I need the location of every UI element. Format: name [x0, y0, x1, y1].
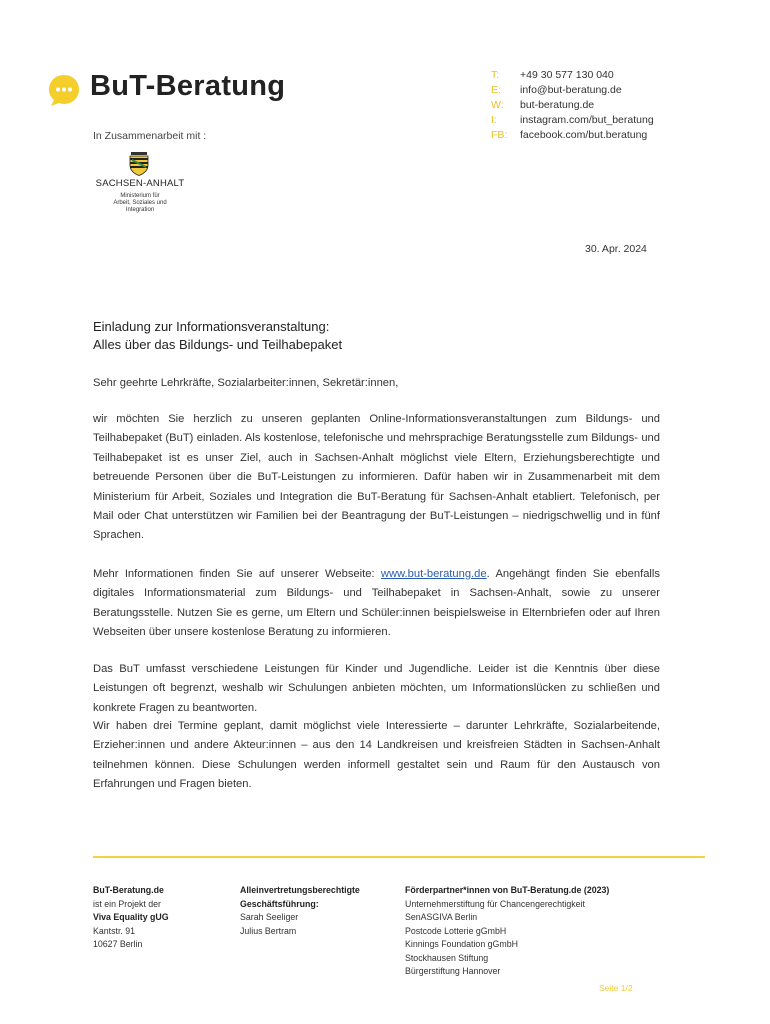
subject-line-2: Alles über das Bildungs- und Teilhabepaket [93, 337, 343, 352]
list-item: Kinnings Foundation gGmbH [405, 939, 518, 949]
letter-subject [93, 318, 342, 354]
list-item: Postcode Lotterie gGmbH [405, 925, 507, 936]
paragraph-intro: wir möchten Sie herzlich zu unseren geplanten Online-Informationsveranstaltungen zum Bildungs- und Teilhabepaket (BuT) einladen. Als kostenlose, telefonische und mehrsprachige Beratungsstelle zum Bildungs- und Teilhabepaket ist es unser Ziel, auch in Sachsen-Anhalt möglichst viele Eltern, Erziehungsberechtigte und betreuende Personen über die BuT-Leistungen zu informieren. Dafür haben wir in Zusammenarbeit mit dem Ministerium für Arbeit, Soziales und Integration die BuT-Beratung für Sachsen-Anhalt etabliert. Telefonisch, per Mail oder Chat unterstützen wir Familien bei der Beantragung der BuT-Leistungen – niedrigschwellig und in fünf Sprachen. [93, 413, 660, 542]
paragraph-website: Mehr Informationen finden Sie auf unserer Webseite: www.but-beratung.de. Angehängt finden Sie ebenfalls digitales Informationsmaterial zum Bildungs- und Teilhabepaket in Sachsen-Anhalt, sowie zu unserer Beratungsstelle. Nutzen Sie es gerne, um Eltern und Schüler:innen beispielsweise in Elternbriefen oder auf Ihren Webseiten über unsere kostenlose Beratung zu informieren. [93, 568, 660, 639]
sachsen-anhalt-logo [94, 152, 186, 218]
contact-facebook: FB: facebook.com/but.beratung [491, 129, 648, 141]
salutation: Sehr geehrte Lehrkräfte, Sozialarbeiter:innen, Sekretär:innen, [93, 377, 399, 389]
footer-funding-partners: Förderpartner*innen von BuT-Beratung.de (2023) Unternehmerstiftung für Chancengerechtigkeit SenASGIVA Berlin Postcode Lotterie gGmbH Kinnings Foundation gGmbH Stockhausen Stiftung Bürgerstiftung Hannover [405, 884, 705, 979]
list-item: Stockhausen Stiftung [405, 952, 489, 963]
list-item: Bürgerstiftung Hannover [405, 966, 501, 976]
partner-subtitle: Ministerium für Arbeit, Soziales und Integration [113, 193, 167, 213]
but-beratung-logo [46, 70, 316, 110]
partner-name: SACHSEN-ANHALT [95, 178, 185, 189]
coat-of-arms-icon [128, 152, 150, 176]
list-item: SenASGIVA Berlin [405, 912, 478, 922]
partner-label: In Zusammenarbeit mit : [93, 130, 207, 142]
contact-phone: T: +49 30 577 130 040 [491, 69, 614, 81]
contact-email: E: info@but-beratung.de [491, 84, 622, 96]
logo-text: BuT-Beratung [90, 70, 286, 102]
footer-divider [93, 856, 705, 858]
footer-management: Alleinvertretungsberechtigte Geschäftsführung: Sarah Seeliger Julius Bertram [240, 885, 360, 936]
page-number: Seite 1/2 [599, 983, 633, 993]
contact-website: W: but-beratung.de [491, 99, 595, 111]
contact-block [491, 68, 654, 143]
letter-date: 30. Apr. 2024 [585, 243, 647, 255]
contact-instagram: I: instagram.com/but_beratung [491, 114, 654, 126]
paragraph-dates: Wir haben drei Termine geplant, damit möglichst viele Interessierte – darunter Lehrkräfte, Sozialarbeitende, Erzieher:innen und andere Akteur:innen – aus den 14 Landkreisen und kreisfreien Städten in Sachsen-Anhalt teilnehmen können. Diese Schulungen werden informell gestaltet sein und Raum für den Austausch von Erfahrungen und Fragen bieten. [93, 720, 660, 791]
chat-bubble-logo-icon [46, 72, 82, 108]
subject-line-1: Einladung zur Informationsveranstaltung: [93, 319, 330, 334]
list-item: Unternehmerstiftung für Chancengerechtigkeit [405, 898, 585, 909]
paragraph-services: Das BuT umfasst verschiedene Leistungen für Kinder und Jugendliche. Leider ist die Kenntnis über diese Leistungen oft begrenzt, weshalb wir Schulungen anbieten möchten, um Informationslücken zu schließen und konkrete Fragen zu beantworten. [93, 663, 660, 714]
footer-company: BuT-Beratung.de ist ein Projekt der Viva Equality gUG Kantstr. 91 10627 Berlin [93, 885, 169, 949]
website-link[interactable]: www.but-beratung.de [380, 568, 487, 580]
